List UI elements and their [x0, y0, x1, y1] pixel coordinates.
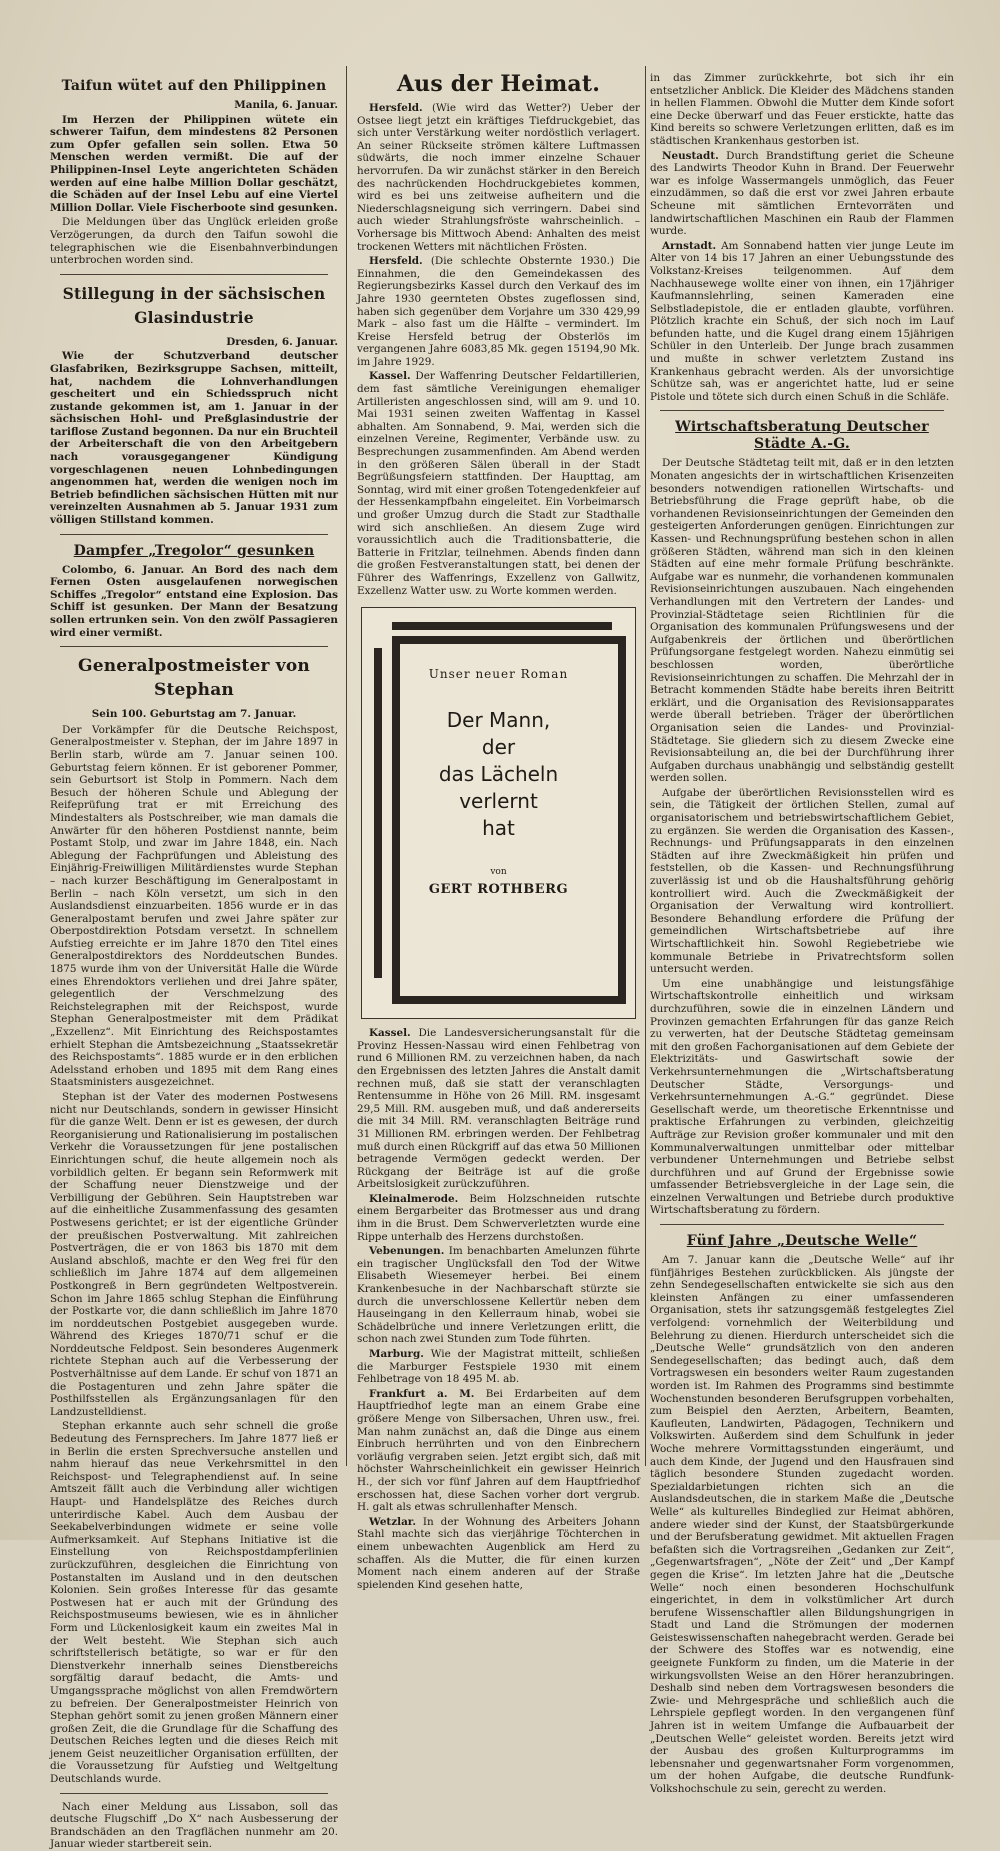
ad-content — [362, 668, 635, 897]
divider — [660, 410, 944, 411]
place: Frankfurt a. M. — [369, 1387, 475, 1400]
divider — [660, 1224, 944, 1225]
paragraph: Der Waffenring Deutscher Feldartillerien, dem fast sämtliche Vereinigungen ehemaliger Artilleristen angeschlossen sind, will am 9. und 10. Mai 1931 seinen zweiten Waffentag in Kassel abhalten. Am Sonnabend, 9. Mai, werden sich die einzelnen Vereine, Regimenter, Verbände usw. zu Besprechungen zusammenfinden. Am Abend werden in den größeren Sälen überall in der Stadt Begrüßungsfeiern stattfinden. Der Haupttag, am Sonntag, wird mit einer großen Totengedenkfeier auf der Hessenkampfbahn eingeleitet. Ein Vorbeimarsch und großer Umzug durch die Stadt zur Stadthalle wird sich anschließen. An diesem Zuge wird voraussichtlich auch die Traditionsbatterie, die Batterie in Fritzlar, teilnehmen. Abends finden dann die großen Festveranstaltungen statt, bei denen der Führer des Waffenrings, Exzellenz von Gallwitz, Exzellenz Watter usw. zu Worte kommen werden. — [357, 370, 640, 597]
place: Kassel. — [369, 1027, 411, 1040]
column-rule — [645, 66, 646, 1466]
ad-title-line: das Lächeln — [438, 761, 559, 786]
paragraph: Am Sonnabend hatten vier junge Leute im Alter von 14 bis 17 Jahren an einer Uebungsstunde des Volkstanz-Kreises teilgenommen. Auf dem Nachhausewege wollte einer von ihnen, ein 17jähriger Kaufmannslehrling, seinen Kameraden eine Selbstladepistole, die er entladen glaubte, vorführen. Plötzlich krachte ein Schuß, der sich noch im Lauf befunden hatte, und die Kugel drang einem 15jährigen Schüler in den Unterleib. Der Junge brach zusammen und mußte in schwer verletztem Zustand ins Krankenhaus gebracht werden. Als der unvorsichtige Schütze sah, was er angerichtet hatte, lud er seine Pistole und tötete sich durch einen Schuß in die Schläfe. — [650, 239, 954, 403]
article-steamer — [50, 543, 338, 640]
paragraph: Nach einer Meldung aus Lissabon, soll das deutsche Flugschiff „Do X“ nach Ausbesserung der Brandschäden an den Tragflächen nunmehr am 20. Januar wieder startbereit sein. — [50, 1800, 338, 1851]
place: Hersfeld. — [369, 102, 423, 114]
column-rule — [346, 66, 347, 1466]
paragraph: Im Herzen der Philippinen wütete ein schwerer Taifun, dem mindestens 82 Personen zum Opfer gefallen sein sollen. Etwa 50 Menschen werden vermißt. Die auf der Philippinen-Insel Leyte angerichteten Schäden werden auf eine halbe Million Dollar geschätzt, die Schäden auf der Insel Lebu auf eine Viertel Million Dollar. Viele Fischerboote sind gesunken. — [50, 113, 338, 214]
paragraph: Die Meldungen über das Unglück erleiden große Verzögerungen, da durch den Taifun sowohl die telegraphischen wie die Eisenbahnverbindungen unterbrochen worden sind. — [50, 216, 338, 267]
ad-title-line: der — [481, 734, 516, 759]
place: Kleinalmerode. — [369, 1192, 459, 1205]
place: Vebenungen. — [369, 1245, 445, 1258]
paragraph: Um eine unabhängige und leistungsfähige Wirtschaftskontrolle einheitlich und wirksam durchzuführen, sowie die in einzelnen Ländern und Provinzen gemachten Erfahrungen für das ganze Reich zu verwerten, hat der Deutsche Städtetag gemeinsam mit den großen Fachorganisationen auf dem Gebiete der Elektrizitäts- und Gaswirtschaft sowie der Verkehrsunternehmungen die „Wirtschaftsberatung Deutscher Städte, Versorgungs- und Verkehrsunternehmungen A.-G.“ gegründet. Diese Gesellschaft werde, um theoretische Erkenntnisse und praktische Erfahrungen zu verbinden, gleichzeitig Aufträge zur Revision großer kommunaler und mit den Kommunalverwaltungen unmittelbar oder mittelbar verbundener Unternehmungen und Betriebe selbst durchführen und auf Grund der Ergebnisse sowie umfassender Betriebsvergleiche in der Lage sein, die einzelnen Verwaltungen und Betriebe durch produktive Wirtschaftsberatung zu fördern. — [650, 977, 954, 1217]
ad-von: von — [490, 866, 507, 877]
paragraph: Durch Brandstiftung geriet die Scheune des Landwirts Theodor Kuhn in Brand. Der Feuerwehr war es infolge Wassermangels unmöglich, das Feuer einzudämmen, so daß die erst vor zwei Jahren erbaute Scheune mit sämtlichen Erntevorräten und landwirtschaftlichen Maschinen ein Raub der Flammen wurde. — [650, 149, 954, 238]
column-middle — [357, 70, 640, 1591]
paragraph: (Wie wird das Wetter?) Ueber der Ostsee liegt jetzt ein kräftiges Tiefdruckgebiet, das sich unter Verstärkung weiter nordöstlich verlagert. An seiner Rückseite strömen kältere Luftmassen südwärts, die noch immer einzelne Schauer hervorrufen. Da wir zunächst stärker in den Bereich des nachrückenden Hochdruckgebietes kommen, wird es bei uns zeitweise aufheitern und die Niederschlagsneigung sich verringern. Dabei sind auch wieder Strahlungsfröste wahrscheinlich. – Vorhersage bis Mittwoch Abend: Anhalten des meist trockenen Wetters mit nächtlichen Frösten. — [357, 102, 640, 253]
ad-author: GERT ROTHBERG — [428, 882, 569, 898]
ad-kicker: Unser neuer Roman — [428, 667, 569, 682]
place: Marburg. — [369, 1348, 424, 1360]
headline: Fünf Jahre „Deutsche Welle“ — [686, 1233, 918, 1250]
dateline: Manila, 6. Januar. — [234, 99, 338, 111]
paragraph: Stephan erkannte auch sehr schnell die große Bedeutung des Fernsprechers. Im Jahre 1877 ließ er in Berlin die ersten Sprechversuche anstellen und nahm hierauf das neue Verkehrsmittel in den Reichspost- und Telegraphendienst auf. In seine Amtszeit fällt auch die Verbindung aller wichtigen Haupt- und Handelsplätze des Reiches durch unterirdische Kabel. Auch dem Ausbau der Seekabelverbindungen widmete er seine volle Aufmerksamkeit. Auf Stephans Initiative ist die Einstellung von Reichspostdampferlinien zurückzuführen, desgleichen die Einrichtung von Postanstalten im Ausland und in den deutschen Kolonien. Sein großes Interesse für das gesamte Postwesen hat er auch mit der Gründung des Reichspostmuseums bewiesen, wie es in ähnlicher Form und Lückenlosigkeit kaum ein zweites Mal in der Welt besteht. Wie Stephan sich auch schriftstellerisch betätigte, so war er für den Dienstverkehr innerhalb seines Dienstbereichs sorgfältig darauf bedacht, die Amts- und Umgangssprache möglichst von allen Fremdwörtern zu befreien. Der Generalpostmeister Heinrich von Stephan gehört somit zu jenen großen Männern einer großen Zeit, die die Grundlage für die Schaffung des Deutschen Reiches legten und die dieses Reich mit jenem Geist neuzeitlicher Organisation erfüllten, der die Voraussetzung für Aufstieg und Weltgeltung Deutschlands wurde. — [50, 1420, 338, 1786]
paragraph: Der Vorkämpfer für die Deutsche Reichspost, Generalpostmeister v. Stephan, der im Jahre 1897 in Berlin starb, würde am 7. Januar seinen 100. Geburtstag feiern können. Er ist geborener Pommer, sein Geburtsort ist Stolp in Pommern. Nach dem Besuch der höheren Schule und Ablegung der Reifeprüfung trat er mit Erreichung des Mindestalters als Postschreiber, wie man damals die Anwärter für den höheren Postdienst nannte, beim Postamt Stolp, und zwar im Jahre 1848, ein. Nach Ablegung der Fachprüfungen und Ableistung des Einjährig-Freiwilligen Militärdienstes wurde Stephan – nach kurzer Beschäftigung im Generalpostamt in Berlin – nach Köln versetzt, um sich in den Auslandsdienst einzuarbeiten. 1856 wurde er in das Generalpostamt berufen und zwei Jahre später zur Oberpostdirektion Potsdam versetzt. In schnellem Aufstieg erreichte er im Jahre 1870 den Titel eines Generalpostdirektors des Norddeutschen Bundes. 1875 wurde ihm von der Universität Halle die Würde eines Ehrendoktors verliehen und drei Jahre später, gelegentlich der Verschmelzung des Reichstelegraphen mit der Reichspost, wurde Stephan Generalpostmeister mit dem Prädikat „Exzellenz“. Mit Einrichtung des Reichspostamtes erhielt Stephan die Amtsbezeichnung „Staatssekretär des Reichspostamts“. 1885 wurde er in den erblichen Adelsstand erhoben und 1895 mit dem Rang eines Staatsministers ausgezeichnet. — [50, 723, 338, 1089]
headline: Taifun wütet auf den Philippinen — [61, 78, 327, 94]
paragraph: (Die schlechte Obsternte 1930.) Die Einnahmen, die den Gemeindekassen des Regierungsbezirks Kassel durch den Verkauf des im Jahre 1930 geernteten Obstes zugeflossen sind, haben sich gegenüber dem Vorjahre um 330 429,99 Mark – also fast um die Hälfte – vermindert. Im Kreise Hersfeld betrug der Obsterlös im vergangenen Jahre 6083,85 Mk. gegen 15194,90 Mk. im Jahre 1929. — [357, 255, 640, 368]
article-deutsche-welle — [650, 1233, 954, 1796]
paragraph: An Bord des nach dem Fernen Osten ausgelaufenen norwegischen Schiffes „Tregolor“ entstand eine Explosion. Das Schiff ist gesunken. Der Mann der Besatzung sollen ertrunken sein. Von den zwölf Passagieren wird einer vermißt. — [50, 563, 338, 639]
place: Arnstadt. — [662, 239, 717, 252]
paragraph: Die Landesversicherungsanstalt für die Provinz Hessen-Nassau wird einen Fehlbetrag von rund 6 Millionen RM. zu verzeichnen haben, da nach den Ergebnissen des letzten Jahres die Anstalt damit rechnen muß, daß sie statt der veranschlagten Rentensumme in Höhe von 26 Mill. RM. insgesamt 29,5 Mill. RM. ausgeben muß, und daß andererseits die mit 34 Mill. RM. veranschlagten Beiträge rund 31 Millionen RM. erbringen werden. Der Fehlbetrag muß durch einen Rückgriff auf das etwa 50 Millionen betragende Vermögen gedeckt werden. Der Rückgang der Beiträge ist auf die große Arbeitslosigkeit zurückzuführen. — [357, 1027, 640, 1191]
article-stephan — [50, 654, 338, 1851]
paragraph: In der Wohnung des Arbeiters Johann Stahl machte sich das vierjährige Töchterchen in einem unbewachten Augenblick am Herd zu schaffen. Als die Mutter, die für einen kurzen Moment nach einem anderen auf der Straße spielenden Kind gesehen hatte, — [357, 1515, 640, 1591]
divider — [60, 1793, 328, 1794]
paragraph: in das Zimmer zurückkehrte, bot sich ihr ein entsetzlicher Anblick. Die Kleider des Mädchens standen in hellen Flammen. Obwohl die Mutter dem Kinde sofort eine Decke überwarf und das Feuer erstickte, hatte das Kind bereits so schwere Verletzungen erlitten, daß es im städtischen Krankenhaus gestorben ist. — [650, 72, 954, 147]
headline: Dampfer „Tregolor“ gesunken — [73, 542, 315, 559]
paragraph: Aufgabe der überörtlichen Revisionsstellen wird es sein, die Tätigkeit der örtlichen Stellen, zumal auf organisatorischem und betriebswirtschaftlichem Gebiet, zu ergänzen. Sie werden die Organisation des Kassen-, Rechnungs- und Prüfungsapparats in den einzelnen Städten auf ihre Zweckmäßigkeit hin prüfen und feststellen, ob die Kassen- und Rechnungsführung zuverlässig ist und ob die Haushaltsführung gehörig kontrolliert wird. Auch die Zweckmäßigkeit der Organisation der Verwaltung wird kontrolliert. Besondere Behandlung erfordere die Prüfung der gemeindlichen Wirtschaftsbetriebe auf ihre Wirtschaftlichkeit hin. Sowohl Regiebetriebe wie kommunale Betriebe in Privatrechtsform sollen untersucht werden. — [650, 786, 954, 976]
ad-frame-bar — [392, 622, 612, 630]
divider — [60, 534, 328, 535]
paragraph: Am 7. Januar kann die „Deutsche Welle“ auf ihr fünfjähriges Bestehen zurückblicken. Als jüngste der zehn Sendegesellschaften entwickelte sie sich aus den kleinsten Anfängen zu einer umfassenderen Organisation, stets ihr satzungsgemäß festgelegtes Ziel verfolgend: vornehmlich der Weiterbildung und Belehrung zu dienen. Hierdurch unterscheidet sich die „Deutsche Welle“ grundsätzlich von den anderen Sendegesellschaften; das bedingt auch, daß dem Vortragswesen ein besonders weiter Raum zugestanden worden ist. Im Rahmen des Programms sind bestimmte Wochenstunden besonderen Berufsgruppen vorbehalten, zum Beispiel den Aerzten, Arbeitern, Beamten, Kaufleuten, Landwirten, Pädagogen, Technikern und Volkswirten. Außerdem sind dem Schulfunk in jeder Woche mehrere Vormittagsstunden eingeräumt, und auch dem Kinde, der Jugend und den Hausfrauen sind täglich besondere Stunden zugedacht worden. Spezialdarbietungen richten sich an die Auslandsdeutschen, die in starkem Maße die „Deutsche Welle“ als kulturelles Bindeglied zur Heimat abhören, andere wieder sind der Kunst, der Staatsbürgerkunde und der Berufsberatung gewidmet. Mit aktuellen Fragen befaßten sich die Vortragsreihen „Gedanken zur Zeit“, „Gegenwartsfragen“, „Nöte der Zeit“ und „Der Kampf gegen die Krise“. Im letzten Jahre hat die „Deutsche Welle“ noch einen besonderen Hochschulfunk eingerichtet, in dem in volkstümlicher Art durch berufene Wissenschaftler allen Bildungshungrigen in Stadt und Land die Strömungen der modernen Geisteswissenschaften nahegebracht werden. Gerade bei der Schwere des Stoffes war es notwendig, eine geeignete Funkform zu finden, um die Materie in der wirkungsvollsten Weise an den Hörer heranzubringen. Deshalb sind neben dem Vortragswesen besonders die Zwie- und Mehrgespräche und schließlich auch die Lehrspiele gepflegt worden. In den vergangenen fünf Jahren ist in weitem Umfange die Aufbauarbeit der „Deutschen Welle“ geleistet worden. Bereits jetzt wird der Ausbau des großen Kulturprogramms im lebensnaher und gegenwartsnaher Form vorgenommen, um der hohen Aufgabe, die deutsche Rundfunk-Volkshochschule zu sein, gerecht zu werden. — [650, 1254, 954, 1795]
dateline: Dresden, 6. Januar. — [226, 335, 338, 348]
column-left — [50, 70, 338, 1851]
column-right — [650, 72, 954, 1795]
ad-title-line: Der Mann, — [446, 707, 551, 732]
article-wirtschaftsberatung — [650, 419, 954, 1217]
paragraph: Beim Holzschneiden rutschte einem Bergarbeiter das Brotmesser aus und drang ihm in die Brust. Dem Schwerverletzten wurde eine Rippe unterhalb des Herzens durchstoßen. — [357, 1192, 640, 1243]
paragraph: Stephan ist der Vater des modernen Postwesens nicht nur Deutschlands, sondern in gewisser Hinsicht für die ganze Welt. Denn er ist es gewesen, der durch Reorganisierung und Rationalisierung im postalischen Verkehr die Voraussetzungen für jene postalischen Einrichtungen schuf, die heute allgemein noch als vorbildlich gelten. Er begann sein Reformwerk mit der Schaffung neuer Dienstzweige und der Verbilligung der Gebühren. Sein Hauptstreben war auf die einheitliche Zusammenfassung des gesamten Postwesens gerichtet; er ist der eigentliche Gründer der preußischen Postverwaltung. Mit zahlreichen Postverträgen, die er von 1863 bis 1870 mit dem Ausland abschloß, machte er den Weg frei für den schließlich im Jahre 1874 auf dem allgemeinen Postkongreß in Bern gegründeten Weltpostverein. Schon im Jahre 1865 schlug Stephan die Einführung der Postkarte vor, die dann schließlich im Jahre 1870 im norddeutschen Postgebiet ausgegeben wurde. Während des Krieges 1870/71 schuf er die Norddeutsche Feldpost. Sein besonderes Augenmerk richtete Stephan auch auf die Verbesserung der Postverhältnisse auf dem Lande. Er schuf von 1871 an die Postagenturen und zehn Jahre später die Posthilfsstellen als Ergänzungsanlagen für den Landzustelldienst. — [50, 1091, 338, 1418]
place: Kassel. — [369, 370, 411, 383]
place: Colombo, 6. Januar. — [62, 563, 185, 576]
article-glass-industry — [50, 282, 338, 527]
paragraph: Der Deutsche Städtetag teilt mit, daß er in den letzten Monaten angesichts der in wirtschaftlichen Krisenzeiten besonders notwendigen rationellen Wirtschafts- und Betriebsführung die Frage geprüft habe, ob die vorhandenen Revisionseinrichtungen der Gemeinden den gesteigerten Anforderungen genügen. Einrichtungen zur Kassen- und Rechnungsprüfung bestehen schon in allen größeren Städten, während man sich in den kleinen Städten auf eine mehr formale Prüfung beschränkte. Aufgabe war es nunmehr, die vorhandenen kommunalen Revisionseinrichtungen auszubauen. Nach eingehenden Verhandlungen mit den Vertretern der Landes- und Provinzial-Städtetage seien Richtlinien für die Organisation des kommunalen Prüfungswesens und der Aufgabenkreis der örtlichen und überörtlichen Prüfungsorgane festgelegt worden. Nahezu einmütig sei beschlossen worden, überörtliche Revisionseinrichtungen zu schaffen. Die Mehrzahl der in Betracht kommenden Städte habe bereits ihren Beitritt erklärt, und die Organisation des Revisionsapparates werde überall betrieben. Träger der überörtlichen Organisation seien die Landes- und Provinzial-Städtetage. Sie gliedern sich zu diesem Zwecke eine Revisionsabteilung an, die bei der Durchführung ihrer Aufgaben durchaus unabhängig und selbständig gestellt werden sollen. — [650, 457, 954, 785]
article-typhoon — [50, 78, 338, 267]
paragraph: Im benachbarten Amelunzen führte ein tragischer Unglücksfall den Tod der Witwe Elisabeth Wiesemeyer herbei. Bei einem Krankenbesuche in der Nachbarschaft stürzte sie durch die unverschlossene Kellertür neben dem Hauseingang in den Kellerraum hinab, wobei sie Schädelbrüche und innere Verletzungen erlitt, die schon nach zwei Stunden zum Tode führten. — [357, 1245, 640, 1346]
place: Wetzlar. — [369, 1515, 416, 1528]
headline: Stillegung in der sächsischen Glasindustrie — [62, 283, 326, 327]
headline: Wirtschaftsberatung Deutscher Städte A.-G. — [675, 419, 929, 453]
subheadline: Sein 100. Geburtstag am 7. Januar. — [91, 708, 297, 721]
place: Neustadt. — [662, 149, 719, 162]
paragraph: Wie der Schutzverband deutscher Glasfabriken, Bezirksgruppe Sachsen, mitteilt, hat, nachdem die Lohnverhandlungen gescheitert und ein Schiedsspruch nicht zustande gekommen ist, am 1. Januar in der sächsischen Hohl- und Preßglasindustrie der tariflose Zustand begonnen. Da nur ein Bruchteil der Arbeiterschaft die von den Arbeitgebern nach vorausgegangener Kündigung vorgeschlagenen neuen Lohnbedingungen angenommen hat, werden die wenigen noch im Betrieb befindlichen sächsischen Hütten mit nur vereinzelten Ausnahmen ab 5. Januar 1931 zum völligen Stillstand kommen. — [50, 350, 338, 527]
novel-advertisement — [361, 607, 636, 1019]
place: Hersfeld. — [369, 255, 423, 268]
ad-title-line: verlernt — [459, 788, 538, 813]
divider — [60, 274, 328, 275]
section-headline: Aus der Heimat. — [396, 71, 601, 97]
paragraph: Wie der Magistrat mitteilt, schließen die Marburger Festspiele 1930 mit einem Fehlbetrage von 18 495 M. ab. — [357, 1348, 640, 1386]
headline: Generalpostmeister von Stephan — [78, 656, 310, 701]
divider — [60, 646, 328, 647]
paragraph: Bei Erdarbeiten auf dem Hauptfriedhof legte man an einem Grabe eine größere Menge von Silbersachen, Uhren usw., frei. Man nahm zunächst an, daß die Dinge aus einem Einbruch herrührten und von den Einbrechern vorläufig vergraben seien. Jetzt ergibt sich, daß mit höchster Wahrscheinlichkeit ein gewisser Heinrich H., der sich vor fünf Jahren auf dem Hauptfriedhof erschossen hat, diese Sachen vorher dort vergrub. H. galt als etwas schrullenhafter Mensch. — [357, 1387, 640, 1514]
ad-title-line: hat — [482, 815, 515, 840]
